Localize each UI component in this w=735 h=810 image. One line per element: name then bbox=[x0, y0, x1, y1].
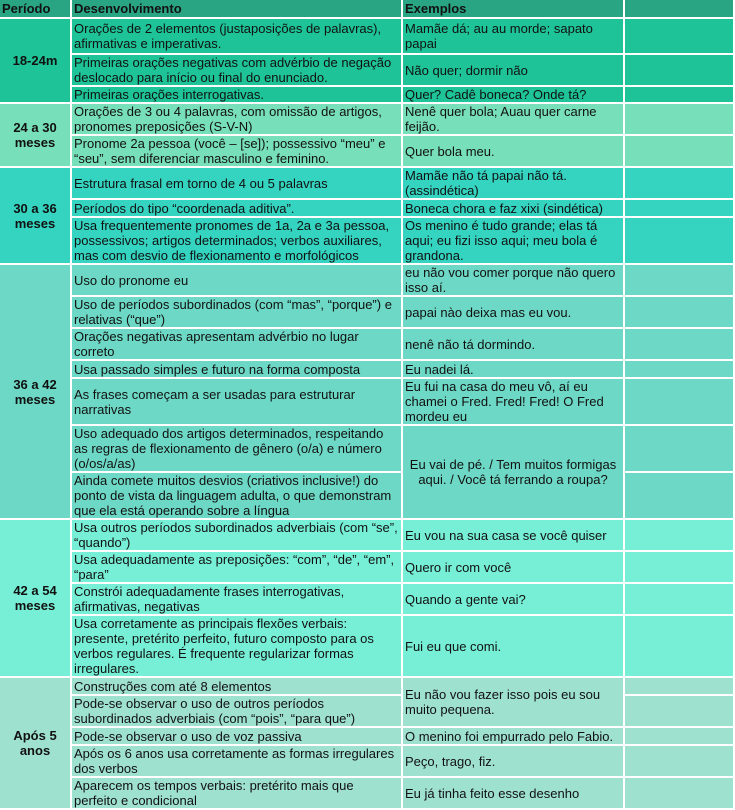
blank-cell bbox=[625, 696, 733, 726]
blank-cell bbox=[625, 104, 733, 134]
development-cell: Uso do pronome eu bbox=[72, 265, 401, 295]
table-row bbox=[0, 678, 733, 694]
development-cell: Após os 6 anos usa corretamente as formas irregulares dos verbos bbox=[72, 746, 401, 776]
table-row bbox=[0, 778, 733, 808]
example-cell: Eu já tinha feito esse desenho bbox=[403, 778, 623, 808]
development-cell: Ainda comete muitos desvios (criativos inclusive!) do ponto de vista da linguagem adulta, o que demonstram que ela está operando sobre a língua bbox=[72, 473, 401, 518]
blank-cell bbox=[625, 778, 733, 808]
example-cell: nenê não tá dormindo. bbox=[403, 329, 623, 359]
example-cell: Quer? Cadê boneca? Onde tá? bbox=[403, 87, 623, 102]
development-cell: Pode-se observar o uso de voz passiva bbox=[72, 728, 401, 744]
blank-cell bbox=[625, 136, 733, 166]
blank-cell bbox=[625, 552, 733, 582]
example-cell: Fui eu que comi. bbox=[403, 616, 623, 676]
blank-cell bbox=[625, 55, 733, 85]
example-cell: Não quer; dormir não bbox=[403, 55, 623, 85]
table-row bbox=[0, 520, 733, 550]
example-cell: Boneca chora e faz xixi (sindética) bbox=[403, 200, 623, 216]
table-row bbox=[0, 552, 733, 582]
blank-cell bbox=[625, 746, 733, 776]
blank-cell bbox=[625, 426, 733, 471]
table-row bbox=[0, 746, 733, 776]
development-cell: Primeiras orações interrogativas. bbox=[72, 87, 401, 102]
blank-cell bbox=[625, 616, 733, 676]
blank-cell bbox=[625, 361, 733, 377]
blank-cell bbox=[625, 584, 733, 614]
table-row bbox=[0, 218, 733, 263]
table-row bbox=[0, 728, 733, 744]
example-cell: papai nào deixa mas eu vou. bbox=[403, 297, 623, 327]
development-cell: Usa corretamente as principais flexões verbais: presente, pretérito perfeito, futuro composto para os verbos regulares. É frequente regularizar formas irregulares. bbox=[72, 616, 401, 676]
table-row bbox=[0, 55, 733, 85]
example-cell: Mamãe não tá papai não tá. (assindética) bbox=[403, 168, 623, 198]
blank-cell bbox=[625, 265, 733, 295]
development-cell: Uso de períodos subordinados (com “mas”, “porque”) e relativas (“que”) bbox=[72, 297, 401, 327]
development-cell: Usa adequadamente as preposições: “com”, “de”, “em”, “para” bbox=[72, 552, 401, 582]
development-cell: Construções com até 8 elementos bbox=[72, 678, 401, 694]
blank-cell bbox=[625, 200, 733, 216]
development-cell: Uso adequado dos artigos determinados, respeitando as regras de flexionamento de gênero (o/a) e número (o/os/a/as) bbox=[72, 426, 401, 471]
development-cell: Usa outros períodos subordinados adverbiais (com “se”, “quando”) bbox=[72, 520, 401, 550]
table-row bbox=[0, 136, 733, 166]
development-cell: Pronome 2a pessoa (você – [se]); possessivo “meu” e “seu”, sem diferenciar masculino e feminino. bbox=[72, 136, 401, 166]
period-cell: 24 a 30 meses bbox=[0, 104, 70, 166]
table-row bbox=[0, 584, 733, 614]
header-period: Período bbox=[0, 0, 70, 17]
period-cell: Após 5 anos bbox=[0, 678, 70, 808]
example-cell: Mamãe dá; au au morde; sapato papai bbox=[403, 19, 623, 53]
header-blank bbox=[625, 0, 733, 17]
development-cell: Períodos do tipo “coordenada aditiva”. bbox=[72, 200, 401, 216]
blank-cell bbox=[625, 473, 733, 518]
development-cell: As frases começam a ser usadas para estruturar narrativas bbox=[72, 379, 401, 424]
header-examples: Exemplos bbox=[403, 0, 623, 17]
development-cell: Orações negativas apresentam advérbio no lugar correto bbox=[72, 329, 401, 359]
table-row bbox=[0, 361, 733, 377]
example-cell: Os menino é tudo grande; elas tá aqui; eu fizi isso aqui; meu bola é grandona. bbox=[403, 218, 623, 263]
development-cell: Primeiras orações negativas com advérbio de negação deslocado para início ou final do enunciado. bbox=[72, 55, 401, 85]
period-cell: 42 a 54 meses bbox=[0, 520, 70, 676]
example-cell: Quando a gente vai? bbox=[403, 584, 623, 614]
table-row bbox=[0, 19, 733, 53]
blank-cell bbox=[625, 678, 733, 694]
table-row bbox=[0, 329, 733, 359]
period-cell: 36 a 42 meses bbox=[0, 265, 70, 518]
table-row bbox=[0, 168, 733, 198]
blank-cell bbox=[625, 218, 733, 263]
development-cell: Usa passado simples e futuro na forma composta bbox=[72, 361, 401, 377]
development-cell: Constrói adequadamente frases interrogativas, afirmativas, negativas bbox=[72, 584, 401, 614]
example-cell: Eu vai de pé. / Tem muitos formigas aqui. / Você tá ferrando a roupa? bbox=[403, 426, 623, 518]
table-row bbox=[0, 379, 733, 424]
development-cell: Usa frequentemente pronomes de 1a, 2a e 3a pessoa, possessivos; artigos determinados; verbos auxiliares, mas com desvio de flexionamento e morfológicos bbox=[72, 218, 401, 263]
blank-cell bbox=[625, 520, 733, 550]
example-cell: Peço, trago, fiz. bbox=[403, 746, 623, 776]
blank-cell bbox=[625, 87, 733, 102]
example-cell: Eu nadei lá. bbox=[403, 361, 623, 377]
table-row bbox=[0, 426, 733, 471]
table-row bbox=[0, 616, 733, 676]
example-cell: eu não vou comer porque não quero isso aí. bbox=[403, 265, 623, 295]
example-cell: O menino foi empurrado pelo Fabio. bbox=[403, 728, 623, 744]
period-cell: 30 a 36 meses bbox=[0, 168, 70, 263]
blank-cell bbox=[625, 379, 733, 424]
period-cell: 18-24m bbox=[0, 19, 70, 102]
example-cell: Eu vou na sua casa se você quiser bbox=[403, 520, 623, 550]
example-cell: Quer bola meu. bbox=[403, 136, 623, 166]
development-cell: Estrutura frasal em torno de 4 ou 5 palavras bbox=[72, 168, 401, 198]
table-row bbox=[0, 265, 733, 295]
blank-cell bbox=[625, 329, 733, 359]
table-row bbox=[0, 200, 733, 216]
table-row bbox=[0, 297, 733, 327]
development-cell: Pode-se observar o uso de outros períodos subordinados adverbiais (com “pois”, “para que”) bbox=[72, 696, 401, 726]
example-cell: Nenê quer bola; Auau quer carne feijão. bbox=[403, 104, 623, 134]
example-cell: Quero ir com você bbox=[403, 552, 623, 582]
example-cell: Eu não vou fazer isso pois eu sou muito pequena. bbox=[403, 678, 623, 726]
blank-cell bbox=[625, 168, 733, 198]
development-cell: Aparecem os tempos verbais: pretérito mais que perfeito e condicional bbox=[72, 778, 401, 808]
blank-cell bbox=[625, 297, 733, 327]
header-development: Desenvolvimento bbox=[72, 0, 401, 17]
blank-cell bbox=[625, 728, 733, 744]
development-cell: Orações de 3 ou 4 palavras, com omissão de artigos, pronomes preposições (S-V-N) bbox=[72, 104, 401, 134]
example-cell: Eu fui na casa do meu vô, aí eu chamei o Fred. Fred! Fred! O Fred mordeu eu bbox=[403, 379, 623, 424]
blank-cell bbox=[625, 19, 733, 53]
table-row bbox=[0, 473, 733, 518]
table-row bbox=[0, 104, 733, 134]
table-row bbox=[0, 696, 733, 726]
table-row bbox=[0, 87, 733, 102]
development-cell: Orações de 2 elementos (justaposições de palavras), afirmativas e imperativas. bbox=[72, 19, 401, 53]
header-row bbox=[0, 0, 733, 17]
